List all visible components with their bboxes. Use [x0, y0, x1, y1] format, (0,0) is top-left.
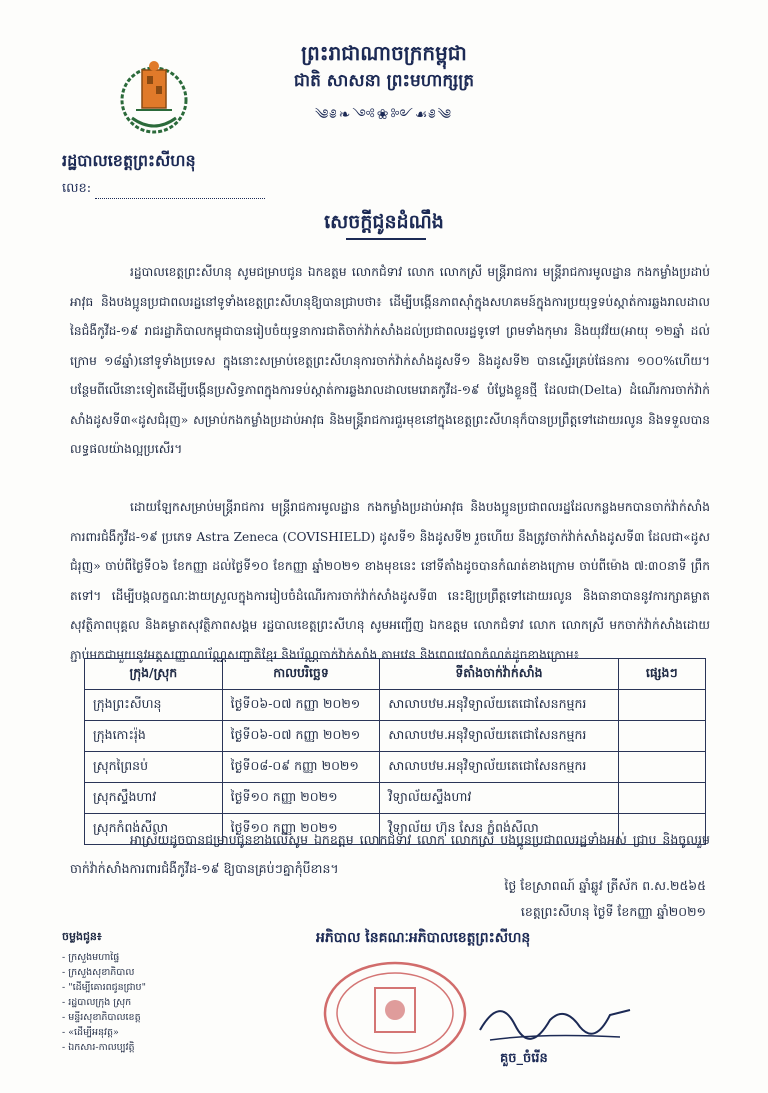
header-ornament: ༄༅❧༺❀༻☙༅༄ — [315, 107, 453, 123]
document-title: សេចក្តីជូនដំណឹង — [324, 211, 444, 233]
col-header-other: ផ្សេងៗ — [618, 659, 705, 690]
cell-other — [618, 721, 705, 752]
paragraph-intro: រដ្ឋបាលខេត្តព្រះសីហនុ សូមជម្រាបជូន ឯកឧត្តម លោកជំទាវ លោក លោកស្រី មន្ត្រីរាជការ មន្ត្រីរាជការមូលដ្ឋាន កងកម្លាំងប្រដាប់អាវុធ និងបងប្អូនប្រជាពលរដ្ឋនៅទូទាំងខេត្តព្រះសីហនុឱ្យបានជ្រាបថា៖ ដើម្បីបង្កើនភាពស៊ាំក្នុងសហគមន៍ក្នុងការប្រយុទ្ធទប់ស្កាត់ការឆ្លងរាលដាលនៃជំងឺកូវីដ-១៩ រាជរដ្ឋាភិបាលកម្ពុជាបានរៀបចំយុទ្ធនាការជាតិចាក់វ៉ាក់សាំងដល់ប្រជាពលរដ្ឋទូទៅ ព្រមទាំងកុមារ និងយុវវ័យ(អាយុ ១២ឆ្នាំ ដល់ក្រោម ១៨ឆ្នាំ)នៅទូទាំងប្រទេស ក្នុងនោះសម្រាប់ខេត្តព្រះសីហនុការចាក់វ៉ាក់សាំងដូសទី១ និងដូសទី២ បានស្ទើរគ្រប់ផែនការ ១០០%ហើយ។ បន្ថែមពីលើនោះទៀតដើម្បីបង្កើនប្រសិទ្ធភាពក្នុងការទប់ស្កាត់ការឆ្លងរាលដាលមេរោគកូវីដ-១៩ បំប្លែងខ្លួនថ្មី ដែលជា(Delta) ដំណើរការចាក់វ៉ាក់សាំងដូសទី៣«ដូសជំរុញ» សម្រាប់កងកម្លាំងប្រដាប់អាវុធ និងមន្ត្រីរាជការជួរមុខនៅក្នុងខេត្តព្រះសីហនុក៏បានប្រព្រឹត្តទៅដោយរលូន និងទទួលបានលទ្ធផលយ៉ាងល្អប្រសើរ។ — [70, 265, 710, 456]
list-item: - មន្ទីរសុខាភិបាលខេត្ត — [62, 1010, 146, 1025]
reference-blank — [95, 184, 265, 199]
cell-other — [618, 752, 705, 783]
list-item: - ក្រសួងមហាផ្ទៃ — [62, 950, 146, 965]
signer-name: គួច_ចំរើន — [500, 1051, 548, 1066]
col-header-date: កាលបរិច្ឆេទ — [222, 659, 380, 690]
recipients-title: ចម្លងជូន៖ — [62, 930, 102, 943]
reference-number — [62, 180, 265, 199]
cell-date: ថ្ងៃទី១០ កញ្ញា ២០២១ — [222, 783, 380, 814]
col-header-district: ក្រុង/ស្រុក — [85, 659, 223, 690]
table-row — [85, 752, 706, 783]
kingdom-heading: ព្រះរាជាណាចក្រកម្ពុជា — [301, 41, 467, 65]
cell-location: សាលាបឋម.អនុវិទ្យាល័យតេជោសែនកម្មករ — [380, 721, 618, 752]
cell-location: វិទ្យាល័យស្ទឹងហាវ — [380, 783, 618, 814]
cell-location: សាលាបឋម.អនុវិទ្យាល័យតេជោសែនកម្មករ — [380, 752, 618, 783]
table-header-row — [85, 659, 706, 690]
cell-other — [618, 690, 705, 721]
recipients-list — [62, 950, 146, 1055]
list-item: - "ដើម្បីគោរពជូនជ្រាប" — [62, 980, 146, 995]
sender-administration: រដ្ឋបាលខេត្តព្រះសីហនុ — [62, 151, 196, 170]
date-block — [504, 873, 706, 925]
table-row — [85, 690, 706, 721]
col-header-location: ទីតាំងចាក់វ៉ាក់សាំង — [380, 659, 618, 690]
cell-district: ក្រុងកោះរ៉ុង — [85, 721, 223, 752]
cell-district: ក្រុងព្រះសីហនុ — [85, 690, 223, 721]
signer-title: អភិបាល នៃគណៈអភិបាលខេត្តព្រះសីហនុ — [316, 930, 531, 946]
reference-label: លេខ: — [62, 181, 92, 196]
cell-date: ថ្ងៃទី០៦-០៧ កញ្ញា ២០២១ — [222, 690, 380, 721]
paragraph-booster-schedule: ដោយឡែកសម្រាប់មន្ត្រីរាជការ មន្ត្រីរាជការមូលដ្ឋាន កងកម្លាំងប្រដាប់អាវុធ និងបងប្អូនប្រជាពលរដ្ឋដែលកន្លងមកបានចាក់វ៉ាក់សាំងការពារជំងឺកូវីដ-១៩ ប្រភេទ Astra Zeneca (COVISHIELD) ដូសទី១ និងដូសទី២ រួចហើយ នឹងត្រូវចាក់វ៉ាក់សាំងដូសទី៣ ដែលជា«ដូសជំរុញ» ចាប់ពីថ្ងៃទី០៦ ខែកញ្ញា ដល់ថ្ងៃទី១០ ខែកញ្ញា ឆ្នាំ២០២១ ខាងមុខនេះ នៅទីតាំងដូចបានកំណត់ខាងក្រោម ចាប់ពីម៉ោង ៧:៣០នាទី ព្រឹក តទៅ។ ដើម្បីបង្កលក្ខណៈងាយស្រួលក្នុងការរៀបចំដំណើរការចាក់វ៉ាក់សាំងដូសទី៣ នេះឱ្យប្រព្រឹត្តទៅដោយរលូន និងធានាបាននូវការក្សាគម្លាតសុវត្ថិភាពបុគ្គល និងគម្លាតសុវត្ថិភាពសង្គម រដ្ឋបាលខេត្តព្រះសីហនុ សូមអញ្ជើញ ឯកឧត្តម លោកជំទាវ លោក លោកស្រី មកចាក់វ៉ាក់សាំងដោយភ្ជាប់មកជាមួយនូវអត្តសញ្ញាណប័ណ្ណសញ្ជាតិខ្មែរ និងប័ណ្ណចាក់វ៉ាក់សាំង តាមវេន និងពេលវេលាកំណត់ដូចខាងក្រោម៖ — [70, 500, 710, 662]
lunar-date: ថ្ងៃ ខែស្រាពណ៍ ឆ្នាំឆ្លូវ ត្រីស័ក ព.ស.២៥៦៥ — [504, 878, 706, 893]
closing-paragraph: អាស្រ័យដូចបានជម្រាបជូនខាងលើសូម ឯកឧត្តម លោកជំទាវ លោក លោកស្រី បងប្អូនប្រជាពលរដ្ឋទាំងអស់ ជ្រាប និងចូលរួមចាក់វ៉ាក់សាំងការពារជំងឺកូវីដ-១៩ ឱ្យបានគ្រប់ៗគ្នាកុំបីខាន។ — [70, 832, 710, 876]
list-item: - «ដើម្បីអនុវត្ត» — [62, 1025, 146, 1040]
title-underline — [346, 238, 426, 240]
cell-other — [618, 783, 705, 814]
cell-district: ស្រុកព្រៃនប់ — [85, 752, 223, 783]
cell-date: ថ្ងៃទី១០ កញ្ញា ២០២១ — [222, 814, 380, 845]
solar-date: ខេត្តព្រះសីហនុ ថ្ងៃទី ខែកញ្ញា ឆ្នាំ២០២១ — [520, 904, 706, 919]
vaccination-schedule-table — [84, 658, 706, 845]
cell-location: សាលាបឋម.អនុវិទ្យាល័យតេជោសែនកម្មករ — [380, 690, 618, 721]
cell-district: ស្រុកស្ទឹងហាវ — [85, 783, 223, 814]
national-motto: ជាតិ សាសនា ព្រះមហាក្សត្រ — [293, 71, 475, 91]
cell-district: ស្រុកកំពង់សីលា — [85, 814, 223, 845]
table-row — [85, 721, 706, 752]
cell-date: ថ្ងៃទី០៨-០៩ កញ្ញា ២០២១ — [222, 752, 380, 783]
list-item: - ក្រសួងសុខាភិបាល — [62, 965, 146, 980]
provincial-emblem-icon — [118, 56, 190, 142]
signature-icon — [470, 985, 640, 1055]
official-seal-icon — [320, 958, 470, 1068]
cell-location: វិទ្យាល័យ ហ៊ុន សែន កំពង់សីលា — [380, 814, 618, 845]
list-item: - ឯកសារ-កាលប្បវត្តិ — [62, 1040, 146, 1055]
cell-date: ថ្ងៃទី០៦-០៧ កញ្ញា ២០២១ — [222, 721, 380, 752]
list-item: - រដ្ឋបាលក្រុង ស្រុក — [62, 995, 146, 1010]
table-row — [85, 783, 706, 814]
